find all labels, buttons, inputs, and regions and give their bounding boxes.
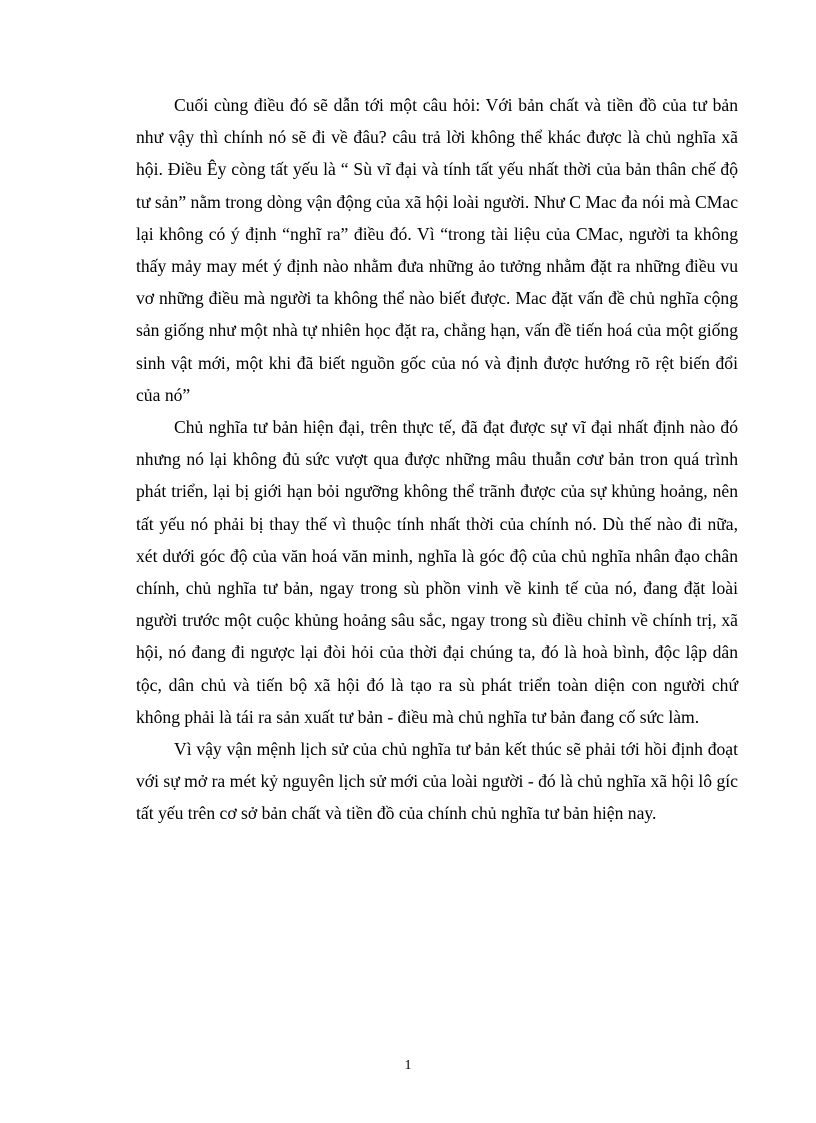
page-number: 1 bbox=[404, 1058, 412, 1073]
paragraph-2: Chủ nghĩa tư bản hiện đại, trên thực tế, đã đạt được sự vĩ đại nhất định nào đó nhưng nó lại không đủ sức vượt qua được những mâu thuẫn cơư bản tron quá trình phát triển, lại bị giới hạn bỏi ngưỡng không thể trãnh được của sự khủng hoảng, nên tất yếu nó phải bị thay thế vì thuộc tính nhất thời của chính nó. Dù thế nào đi nữa, xét dưới góc độ của văn hoá văn minh, nghĩa là góc độ của chủ nghĩa nhân đạo chân chính, chủ nghĩa tư bản, ngay trong sù phồn vinh về kinh tế của nó, đang đặt loài người trước một cuộc khủng hoảng sâu sắc, ngay trong sù điều chỉnh về chính trị, xã hội, nó đang đi ngược lại đòi hỏi của thời đại chúng ta, đó là hoà bình, độc lập dân tộc, dân chủ và tiến bộ xã hội đó là tạo ra sù phát triển toàn diện con người chứ không phải là tái ra sản xuất tư bản - điều mà chủ nghĩa tư bản đang cố sức làm. bbox=[136, 417, 738, 727]
body-text bbox=[136, 89, 738, 830]
paragraph-3: Vì vậy vận mệnh lịch sử của chủ nghĩa tư bản kết thúc sẽ phải tới hồi định đoạt với sự mở ra mét kỷ nguyên lịch sử mới của loài người - đó là chủ nghĩa xã hội lô gíc tất yếu trên cơ sở bản chất và tiền đồ của chính chủ nghĩa tư bản hiện nay. bbox=[136, 739, 738, 824]
paragraph-1: Cuối cùng điều đó sẽ dẫn tới một câu hỏi: Với bản chất và tiền đồ của tư bản như vậy thì chính nó sẽ đi về đâu? câu trả lời không thể khác được là chủ nghĩa xã hội. Điều Êy còng tất yếu là “ Sù vĩ đại và tính tất yếu nhất thời của bản thân chế độ tư sản” nằm trong dòng vận động của xã hội loài người. Như C Mac đa nói mà CMac lại không có ý định “nghĩ ra” điều đó. Vì “trong tài liệu của CMac, người ta không thấy mảy may mét ý định nào nhằm đưa những ảo tưởng nhằm đặt ra những điều vu vơ những điều mà người ta không thể nào biết được. Mac đặt vấn đề chủ nghĩa cộng sản giống như một nhà tự nhiên học đặt ra, chẳng hạn, vấn đề tiến hoá của một giống sinh vật mới, một khi đã biết nguồn gốc của nó và định được hướng rõ rệt biến đổi của nó” bbox=[136, 95, 738, 405]
